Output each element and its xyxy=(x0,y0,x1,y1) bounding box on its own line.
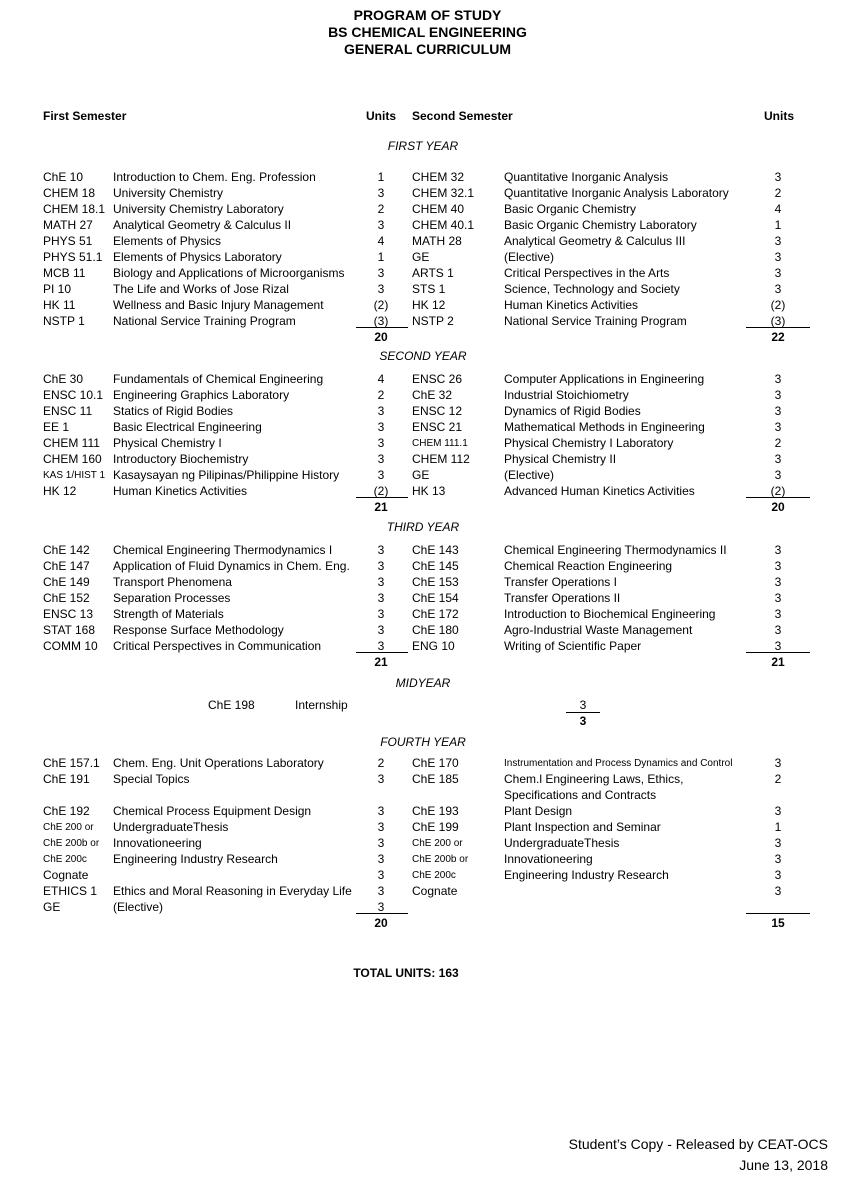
course-title: Mathematical Methods in Engineering xyxy=(504,420,705,434)
course-code: CHEM 40 xyxy=(412,202,465,216)
course-code: KAS 1/HIST 1 xyxy=(43,470,106,481)
course-title: Engineering Industry Research xyxy=(504,868,669,882)
course-title: Application of Fluid Dynamics in Chem. Eng. xyxy=(113,559,350,573)
course-units: 4 xyxy=(377,234,385,248)
course-units: 3 xyxy=(774,559,782,573)
course-units: 1 xyxy=(377,170,385,184)
course-title: UndergraduateThesis xyxy=(113,820,229,834)
course-units: 3 xyxy=(774,452,782,466)
course-title-cont: Specifications and Contracts xyxy=(504,788,657,802)
midyear-total: 3 xyxy=(579,714,587,728)
course-title: Elements of Physics xyxy=(113,234,222,248)
course-units: 2 xyxy=(774,186,782,200)
course-title: Transfer Operations I xyxy=(504,575,617,589)
course-units: 3 xyxy=(377,559,385,573)
course-code: CHEM 112 xyxy=(412,452,470,466)
course-title: University Chemistry xyxy=(113,186,224,200)
units-header-2: Units xyxy=(764,109,794,123)
course-units: (2) xyxy=(770,484,786,498)
course-title: Special Topics xyxy=(113,772,190,786)
course-units: 3 xyxy=(377,884,385,898)
course-units: 3 xyxy=(774,372,782,386)
course-units: 3 xyxy=(377,639,385,653)
course-title: Science, Technology and Society xyxy=(504,282,680,296)
course-title: Strength of Materials xyxy=(113,607,224,621)
course-code: GE xyxy=(412,468,430,482)
course-title: Chem. Eng. Unit Operations Laboratory xyxy=(113,756,324,770)
course-title: Chemical Engineering Thermodynamics II xyxy=(504,543,727,557)
course-code: PHYS 51.1 xyxy=(43,250,103,264)
course-code: HK 13 xyxy=(412,484,446,498)
course-units: 3 xyxy=(377,575,385,589)
course-units: 3 xyxy=(774,420,782,434)
course-title: Writing of Scientific Paper xyxy=(504,639,642,653)
course-title: Chemical Process Equipment Design xyxy=(113,804,312,818)
midyear-code: ChE 198 xyxy=(208,698,255,712)
course-code: GE xyxy=(412,250,430,264)
course-code: ENSC 21 xyxy=(412,420,463,434)
course-title: Fundamentals of Chemical Engineering xyxy=(113,372,324,386)
subtotal-rule-2 xyxy=(746,327,810,328)
course-code: ChE 142 xyxy=(43,543,90,557)
course-title: (Elective) xyxy=(504,250,555,264)
course-units: 3 xyxy=(377,436,385,450)
course-title: University Chemistry Laboratory xyxy=(113,202,284,216)
course-title: Agro-Industrial Waste Management xyxy=(504,623,693,637)
subtotal-second: 21 xyxy=(771,655,785,669)
course-units: 2 xyxy=(377,388,385,402)
course-title: Introduction to Chem. Eng. Profession xyxy=(113,170,316,184)
course-title: Chem.l Engineering Laws, Ethics, xyxy=(504,772,684,786)
course-title: Chemical Engineering Thermodynamics I xyxy=(113,543,333,557)
course-code: ChE 10 xyxy=(43,170,84,184)
course-title: Introduction to Biochemical Engineering xyxy=(504,607,716,621)
course-code: ChE 170 xyxy=(412,756,459,770)
course-code: GE xyxy=(43,900,61,914)
course-units: 3 xyxy=(774,607,782,621)
course-code: CHEM 18 xyxy=(43,186,96,200)
midyear-units: 3 xyxy=(579,698,587,712)
course-units: 3 xyxy=(774,836,782,850)
course-units: 3 xyxy=(774,404,782,418)
footer-date: June 13, 2018 xyxy=(739,1157,828,1173)
subtotal-rule-2 xyxy=(746,913,810,914)
second-semester-header: Second Semester xyxy=(412,109,513,123)
year-label: FOURTH YEAR xyxy=(380,735,466,749)
course-title: UndergraduateThesis xyxy=(504,836,620,850)
course-code: HK 12 xyxy=(43,484,77,498)
course-code: ChE 157.1 xyxy=(43,756,100,770)
course-title: Computer Applications in Engineering xyxy=(504,372,705,386)
title-line-2: BS CHEMICAL ENGINEERING xyxy=(328,24,527,40)
course-code: ChE 200c xyxy=(412,870,456,881)
course-units: 3 xyxy=(774,591,782,605)
course-title: Response Surface Methodology xyxy=(113,623,284,637)
course-units: 3 xyxy=(774,250,782,264)
subtotal-second: 20 xyxy=(771,500,785,514)
course-code: STS 1 xyxy=(412,282,446,296)
subtotal-rule-1 xyxy=(356,327,408,328)
course-units: 3 xyxy=(774,575,782,589)
course-title: Plant Design xyxy=(504,804,573,818)
course-code: CHEM 40.1 xyxy=(412,218,475,232)
course-code: ChE 32 xyxy=(412,388,453,402)
course-title: Industrial Stoichiometry xyxy=(504,388,629,402)
course-code: ChE 143 xyxy=(412,543,459,557)
course-code: ChE 147 xyxy=(43,559,90,573)
course-code: CHEM 18.1 xyxy=(43,202,106,216)
course-title: National Service Training Program xyxy=(113,314,296,328)
course-code: MATH 28 xyxy=(412,234,462,248)
midyear-label: MIDYEAR xyxy=(395,676,451,690)
course-title: National Service Training Program xyxy=(504,314,687,328)
year-label: SECOND YEAR xyxy=(379,349,467,363)
course-code: CHEM 160 xyxy=(43,452,102,466)
course-title: Analytical Geometry & Calculus II xyxy=(113,218,292,232)
course-units: (2) xyxy=(373,298,389,312)
course-code: ETHICS 1 xyxy=(43,884,98,898)
course-code: HK 11 xyxy=(43,298,76,312)
course-code: ChE 149 xyxy=(43,575,90,589)
course-title: Physical Chemistry I Laboratory xyxy=(504,436,674,450)
course-code: ENSC 10.1 xyxy=(43,388,104,402)
course-title: Quantitative Inorganic Analysis xyxy=(504,170,669,184)
course-code: CHEM 111.1 xyxy=(412,438,468,449)
course-code: STAT 168 xyxy=(43,623,96,637)
course-units: 3 xyxy=(774,623,782,637)
course-title: Chemical Reaction Engineering xyxy=(504,559,673,573)
course-units: 3 xyxy=(377,804,385,818)
course-title: Critical Perspectives in the Arts xyxy=(504,266,670,280)
course-units: 3 xyxy=(774,170,782,184)
course-units: 3 xyxy=(377,852,385,866)
title-line-1: PROGRAM OF STUDY xyxy=(353,7,502,23)
subtotal-rule-1 xyxy=(356,652,408,653)
course-code: ChE 185 xyxy=(412,772,459,786)
course-code: Cognate xyxy=(43,868,89,882)
course-title: Basic Electrical Engineering xyxy=(113,420,262,434)
course-code: PHYS 51 xyxy=(43,234,93,248)
course-code: ChE 152 xyxy=(43,591,90,605)
course-units: 3 xyxy=(774,756,782,770)
course-code: ChE 200 or xyxy=(43,822,94,833)
course-title: Human Kinetics Activities xyxy=(504,298,639,312)
course-units: 3 xyxy=(774,884,782,898)
course-code: ChE 172 xyxy=(412,607,459,621)
subtotal-rule-2 xyxy=(746,497,810,498)
course-code: ChE 145 xyxy=(412,559,459,573)
course-code: ChE 30 xyxy=(43,372,84,386)
course-units: 3 xyxy=(774,266,782,280)
course-title: Human Kinetics Activities xyxy=(113,484,248,498)
units-header-1: Units xyxy=(366,109,396,123)
course-title: Dynamics of Rigid Bodies xyxy=(504,404,641,418)
course-code: ChE 200b or xyxy=(43,838,100,849)
subtotal-first: 20 xyxy=(374,330,388,344)
course-code: MCB 11 xyxy=(43,266,86,280)
course-title: Analytical Geometry & Calculus III xyxy=(504,234,686,248)
course-units: (2) xyxy=(770,298,786,312)
course-units: 3 xyxy=(377,420,385,434)
first-semester-header: First Semester xyxy=(43,109,127,123)
course-units: 2 xyxy=(774,772,782,786)
course-units: 3 xyxy=(774,868,782,882)
course-code: CHEM 32 xyxy=(412,170,465,184)
course-title: Instrumentation and Process Dynamics and Control xyxy=(504,758,733,769)
course-code: ENG 10 xyxy=(412,639,455,653)
course-title: Advanced Human Kinetics Activities xyxy=(504,484,695,498)
course-title: Quantitative Inorganic Analysis Laboratory xyxy=(504,186,729,200)
course-units: 4 xyxy=(774,202,782,216)
footer-release: Student’s Copy - Released by CEAT-OCS xyxy=(568,1136,828,1152)
subtotal-rule-1 xyxy=(356,497,408,498)
course-units: 3 xyxy=(774,543,782,557)
course-units: 3 xyxy=(377,591,385,605)
total-units: TOTAL UNITS: 163 xyxy=(353,966,459,980)
course-code: ChE 200 or xyxy=(412,838,463,849)
course-code: ChE 154 xyxy=(412,591,459,605)
course-code: ChE 200c xyxy=(43,854,87,865)
midyear-title: Internship xyxy=(295,698,348,712)
course-units: 1 xyxy=(774,218,782,232)
course-units: 3 xyxy=(377,266,385,280)
subtotal-first: 21 xyxy=(374,500,388,514)
course-title: Ethics and Moral Reasoning in Everyday Life xyxy=(113,884,352,898)
course-title: Separation Processes xyxy=(113,591,231,605)
subtotal-rule-2 xyxy=(746,652,810,653)
course-units: (3) xyxy=(373,314,389,328)
course-units: (3) xyxy=(770,314,786,328)
course-units: 3 xyxy=(377,868,385,882)
course-title: Transfer Operations II xyxy=(504,591,621,605)
course-units: 3 xyxy=(774,804,782,818)
course-units: 3 xyxy=(377,772,385,786)
course-title: Physical Chemistry I xyxy=(113,436,222,450)
course-code: ChE 153 xyxy=(412,575,459,589)
course-code: ENSC 13 xyxy=(43,607,94,621)
course-units: 3 xyxy=(377,900,385,914)
course-title: Plant Inspection and Seminar xyxy=(504,820,661,834)
course-units: 3 xyxy=(377,543,385,557)
course-title: Kasaysayan ng Pilipinas/Philippine History xyxy=(113,468,340,482)
course-units: 3 xyxy=(377,607,385,621)
course-units: 3 xyxy=(377,452,385,466)
course-code: EE 1 xyxy=(43,420,70,434)
course-title: Basic Organic Chemistry Laboratory xyxy=(504,218,697,232)
course-title: (Elective) xyxy=(504,468,555,482)
course-title: Innovationeering xyxy=(113,836,202,850)
year-label: THIRD YEAR xyxy=(386,520,460,534)
subtotal-first: 21 xyxy=(374,655,388,669)
course-units: 3 xyxy=(377,836,385,850)
course-title: Introductory Biochemistry xyxy=(113,452,249,466)
course-title: (Elective) xyxy=(113,900,164,914)
course-code: ENSC 11 xyxy=(43,404,93,418)
course-code: NSTP 1 xyxy=(43,314,85,328)
course-units: 2 xyxy=(377,202,385,216)
course-title: Wellness and Basic Injury Management xyxy=(113,298,324,312)
course-title: Biology and Applications of Microorganisms xyxy=(113,266,345,280)
course-code: ChE 192 xyxy=(43,804,90,818)
course-title: Statics of Rigid Bodies xyxy=(113,404,234,418)
course-units: 3 xyxy=(377,820,385,834)
course-code: COMM 10 xyxy=(43,639,98,653)
course-code: ARTS 1 xyxy=(412,266,454,280)
course-code: CHEM 111 xyxy=(43,436,100,450)
course-units: 3 xyxy=(774,639,782,653)
course-units: 3 xyxy=(774,468,782,482)
course-units: 3 xyxy=(774,852,782,866)
course-units: 3 xyxy=(377,282,385,296)
course-code: ChE 200b or xyxy=(412,854,469,865)
subtotal-second: 22 xyxy=(771,330,785,344)
course-units: 1 xyxy=(774,820,782,834)
course-units: 3 xyxy=(774,282,782,296)
course-units: (2) xyxy=(373,484,389,498)
course-title: Engineering Graphics Laboratory xyxy=(113,388,290,402)
course-units: 3 xyxy=(377,404,385,418)
course-title: Engineering Industry Research xyxy=(113,852,278,866)
course-title: Critical Perspectives in Communication xyxy=(113,639,322,653)
course-title: Physical Chemistry II xyxy=(504,452,617,466)
course-title: Transport Phenomena xyxy=(113,575,232,589)
course-code: MATH 27 xyxy=(43,218,93,232)
course-code: ChE 199 xyxy=(412,820,459,834)
course-units: 3 xyxy=(377,623,385,637)
course-code: ChE 191 xyxy=(43,772,90,786)
course-units: 3 xyxy=(377,186,385,200)
title-line-3: GENERAL CURRICULUM xyxy=(344,41,511,57)
course-title: The Life and Works of Jose Rizal xyxy=(113,282,289,296)
course-units: 2 xyxy=(774,436,782,450)
course-code: ENSC 26 xyxy=(412,372,463,386)
course-units: 2 xyxy=(377,756,385,770)
course-title: Elements of Physics Laboratory xyxy=(113,250,282,264)
subtotal-first: 20 xyxy=(374,916,388,930)
subtotal-rule-1 xyxy=(356,913,408,914)
course-title: Innovationeering xyxy=(504,852,593,866)
subtotal-second: 15 xyxy=(771,916,785,930)
course-title: Basic Organic Chemistry xyxy=(504,202,637,216)
course-units: 3 xyxy=(774,234,782,248)
course-code: ChE 180 xyxy=(412,623,459,637)
course-units: 4 xyxy=(377,372,385,386)
course-code: NSTP 2 xyxy=(412,314,454,328)
course-units: 1 xyxy=(377,250,385,264)
course-code: HK 12 xyxy=(412,298,446,312)
course-code: ChE 193 xyxy=(412,804,459,818)
course-code: ENSC 12 xyxy=(412,404,463,418)
course-code: CHEM 32.1 xyxy=(412,186,475,200)
course-units: 3 xyxy=(774,388,782,402)
course-units: 3 xyxy=(377,468,385,482)
course-code: Cognate xyxy=(412,884,458,898)
year-label: FIRST YEAR xyxy=(387,139,459,153)
course-units: 3 xyxy=(377,218,385,232)
course-code: PI 10 xyxy=(43,282,72,296)
